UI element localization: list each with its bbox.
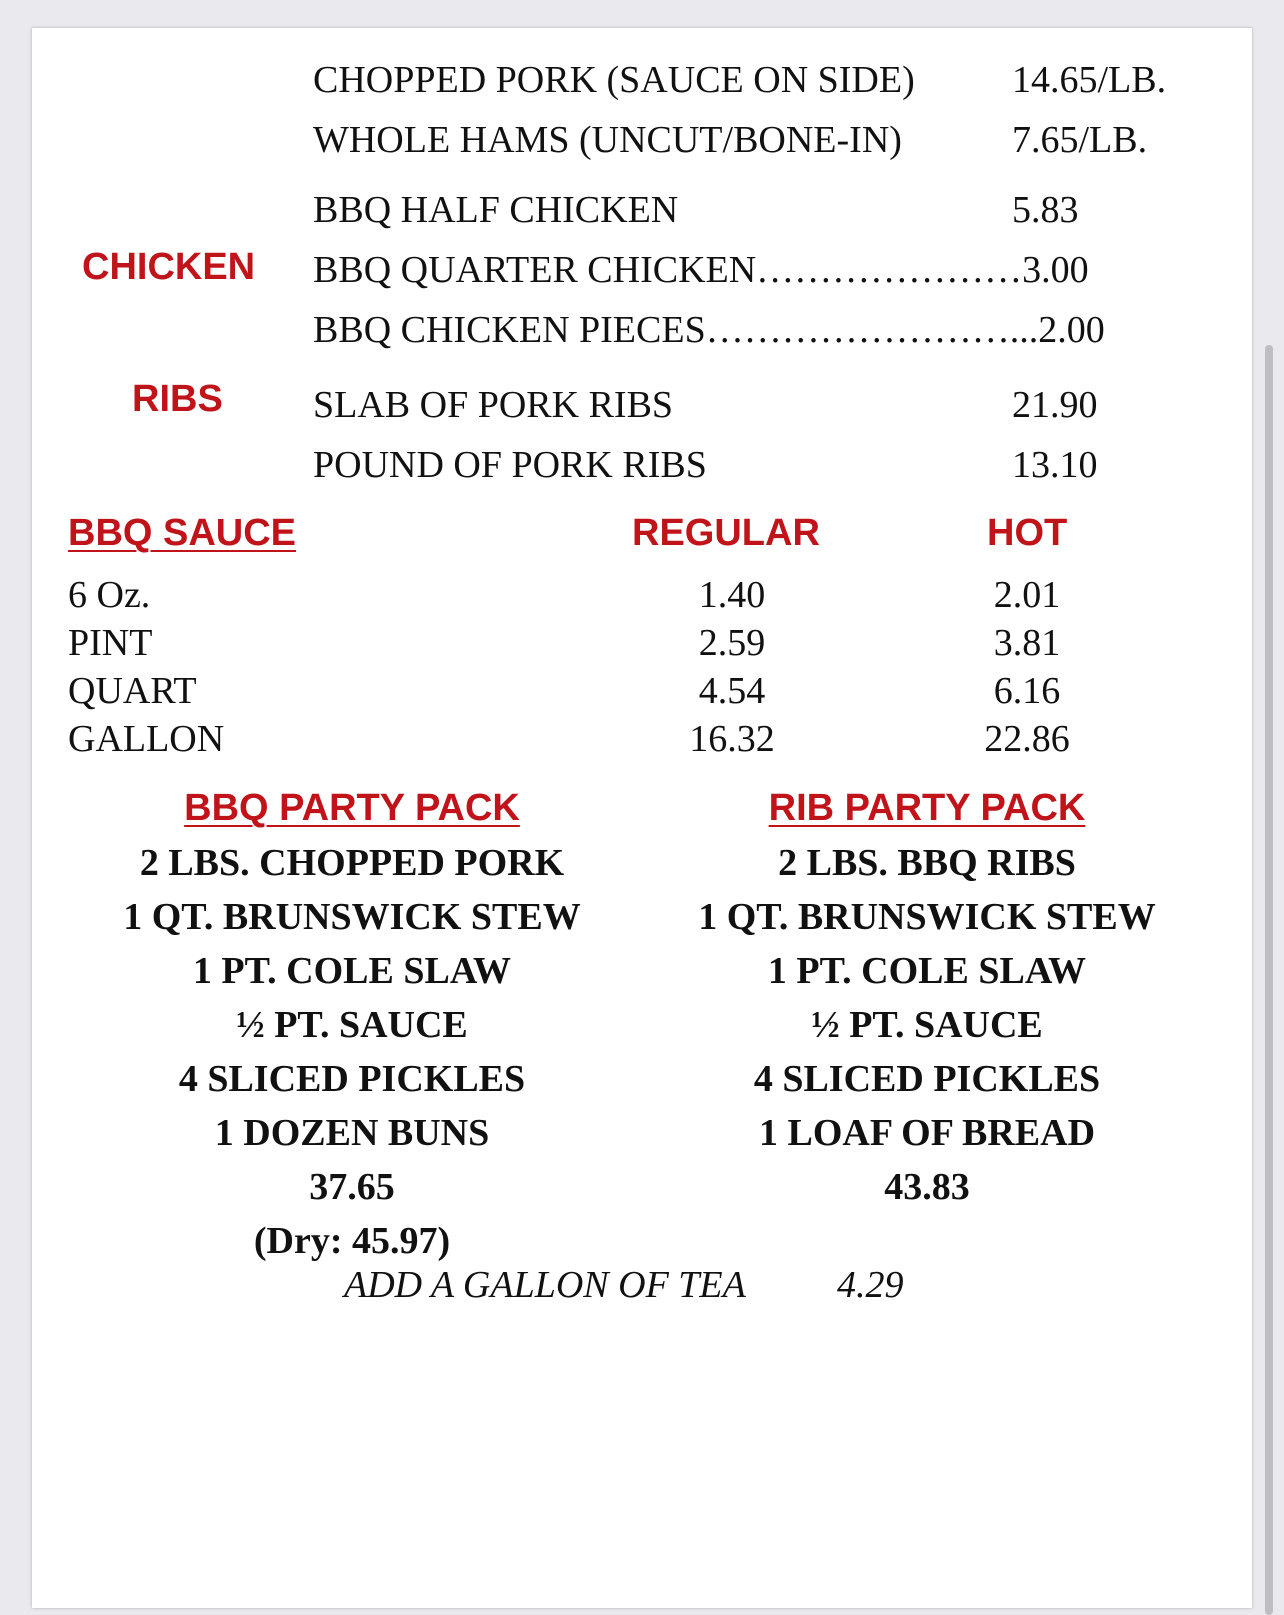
sauce-size: QUART bbox=[68, 670, 197, 712]
bbq-party-pack bbox=[72, 780, 632, 1268]
sauce-size: PINT bbox=[68, 622, 153, 664]
menu-page bbox=[32, 28, 1252, 1608]
menu-item-price: 14.65/LB. bbox=[1012, 59, 1167, 101]
pack-item: ½ PT. SAUCE bbox=[811, 1004, 1043, 1046]
tea-addon-label: ADD A GALLON OF TEA bbox=[344, 1264, 746, 1306]
menu-item-name: BBQ HALF CHICKEN bbox=[313, 189, 679, 231]
rib-party-pack bbox=[647, 780, 1207, 1214]
sauce-regular-price: 4.54 bbox=[698, 670, 766, 712]
sauce-size: 6 Oz. bbox=[68, 574, 151, 616]
menu-item-name: SLAB OF PORK RIBS bbox=[313, 384, 674, 426]
pack-item: 4 SLICED PICKLES bbox=[178, 1058, 526, 1100]
menu-item-name: CHOPPED PORK (SAUCE ON SIDE) bbox=[313, 59, 915, 101]
pack-item: 1 QT. BRUNSWICK STEW bbox=[698, 896, 1156, 938]
category-label-ribs: RIBS bbox=[132, 378, 223, 420]
menu-item-name: BBQ CHICKEN PIECES……………………...2.00 bbox=[313, 309, 1105, 351]
menu-item-price: 7.65/LB. bbox=[1012, 119, 1148, 161]
pack-item: 1 LOAF OF BREAD bbox=[758, 1112, 1096, 1154]
sauce-col-hot: HOT bbox=[987, 512, 1068, 554]
menu-item-price: 5.83 bbox=[1012, 189, 1079, 231]
pack-item: 4 SLICED PICKLES bbox=[753, 1058, 1101, 1100]
menu-item-name: WHOLE HAMS (UNCUT/BONE-IN) bbox=[313, 119, 902, 161]
sauce-hot-price: 6.16 bbox=[993, 670, 1061, 712]
menu-item-name: POUND OF PORK RIBS bbox=[313, 444, 707, 486]
pack-item: 1 PT. COLE SLAW bbox=[767, 950, 1087, 992]
pack-item: 2 LBS. BBQ RIBS bbox=[778, 842, 1076, 884]
menu-item-price: 21.90 bbox=[1012, 384, 1098, 426]
menu-item-name: BBQ QUARTER CHICKEN…………………3.00 bbox=[313, 249, 1089, 291]
pack-price: 37.65 bbox=[309, 1166, 395, 1208]
pack-item: 2 LBS. CHOPPED PORK bbox=[139, 842, 565, 884]
sauce-size: GALLON bbox=[68, 718, 225, 760]
menu-item-price: 13.10 bbox=[1012, 444, 1098, 486]
category-label-chicken: CHICKEN bbox=[82, 246, 256, 288]
sauce-regular-price: 16.32 bbox=[689, 718, 775, 760]
pack-price: 43.83 bbox=[884, 1166, 970, 1208]
vertical-scrollbar[interactable] bbox=[1265, 345, 1273, 1615]
sauce-hot-price: 2.01 bbox=[993, 574, 1061, 616]
sauce-section-title: BBQ SAUCE bbox=[68, 512, 297, 554]
sauce-col-regular: REGULAR bbox=[632, 512, 820, 554]
pack-title: BBQ PARTY PACK bbox=[184, 787, 520, 829]
pack-item: 1 PT. COLE SLAW bbox=[192, 950, 512, 992]
sauce-hot-price: 22.86 bbox=[984, 718, 1070, 760]
sauce-hot-price: 3.81 bbox=[993, 622, 1061, 664]
pack-item: ½ PT. SAUCE bbox=[236, 1004, 468, 1046]
pack-dry-price: (Dry: 45.97) bbox=[253, 1220, 451, 1262]
pack-item: 1 DOZEN BUNS bbox=[214, 1112, 490, 1154]
sauce-regular-price: 2.59 bbox=[698, 622, 766, 664]
pack-item: 1 QT. BRUNSWICK STEW bbox=[123, 896, 581, 938]
tea-addon-price: 4.29 bbox=[837, 1264, 904, 1306]
sauce-regular-price: 1.40 bbox=[698, 574, 766, 616]
pack-title: RIB PARTY PACK bbox=[768, 787, 1086, 829]
